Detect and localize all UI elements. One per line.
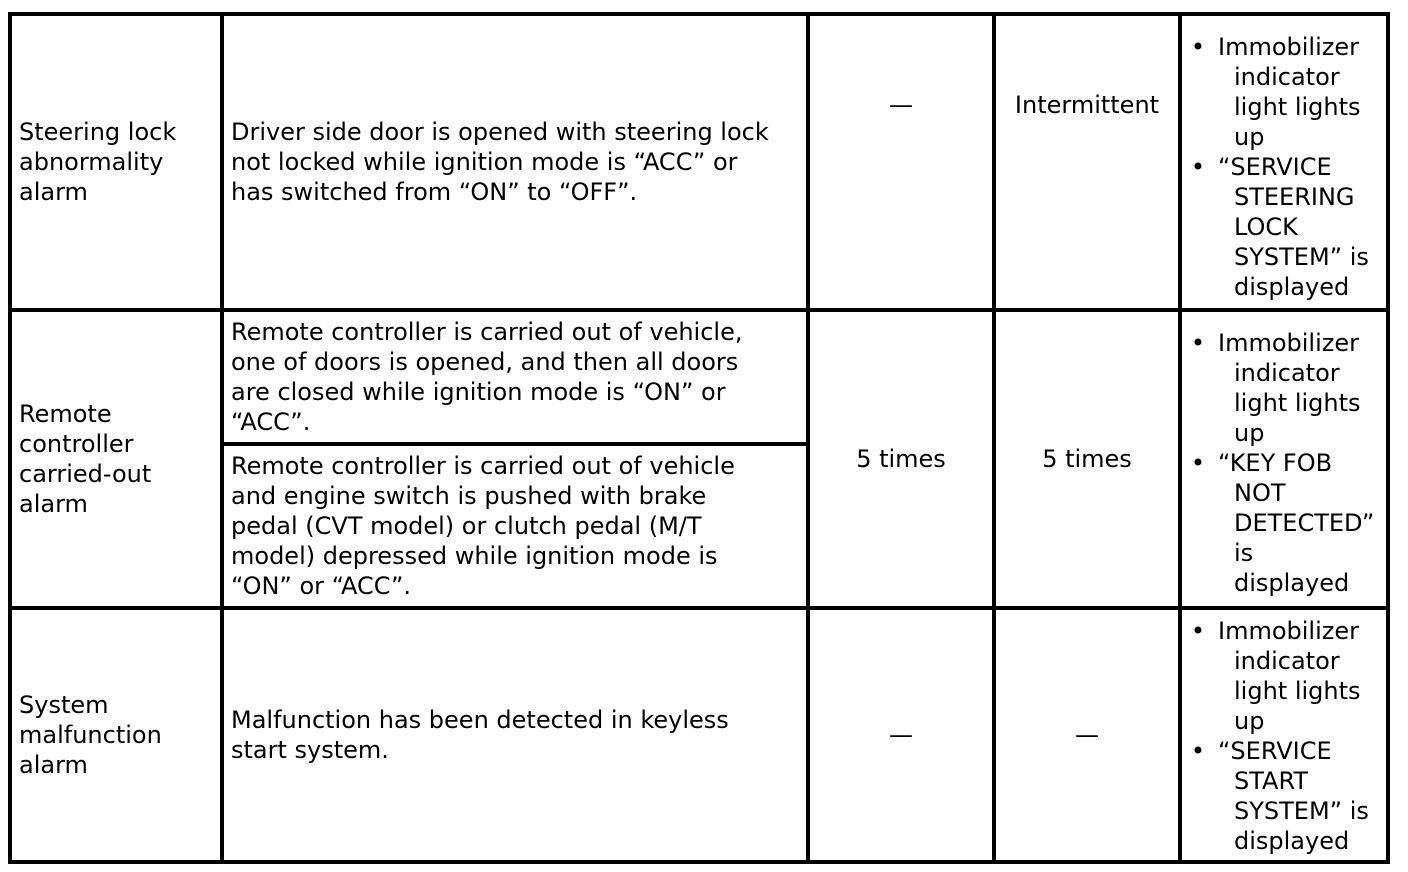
indicator-cell — [1180, 310, 1388, 608]
table-row — [10, 310, 1388, 444]
indicator-list — [1188, 616, 1386, 856]
alarm-name-cell — [10, 608, 222, 862]
indicator-line: up — [1234, 419, 1265, 447]
col4-value: 5 times — [1042, 445, 1132, 473]
bullet-icon: • — [1190, 33, 1206, 61]
indicator-line: indicator — [1234, 359, 1340, 387]
indicator-line: SYSTEM” is — [1234, 797, 1369, 825]
indicator-line: SYSTEM” is — [1234, 243, 1369, 271]
indicator-line: “SERVICE — [1218, 737, 1332, 765]
indicator-line: is — [1234, 539, 1254, 567]
indicator-line: “KEY FOB — [1218, 449, 1333, 477]
col4-value: — — [1075, 721, 1099, 749]
condition-line: not locked while ignition mode is “ACC” or — [231, 148, 738, 176]
condition-cell — [222, 608, 808, 862]
indicator-line: displayed — [1234, 827, 1350, 855]
condition-line: one of doors is opened, and then all doors — [231, 348, 739, 376]
list-item — [1188, 448, 1386, 598]
indicator-line: displayed — [1234, 273, 1350, 301]
condition-line: start system. — [231, 736, 389, 764]
alarm-name-cell — [10, 310, 222, 608]
bullet-icon: • — [1190, 329, 1206, 357]
alarm-name-line: System — [19, 691, 109, 719]
col4-cell — [994, 310, 1180, 608]
indicator-cell — [1180, 14, 1388, 310]
table-row — [10, 608, 1388, 862]
indicator-line: Immobilizer — [1218, 33, 1359, 61]
indicator-line: displayed — [1234, 569, 1350, 597]
indicator-line: light lights — [1234, 389, 1361, 417]
indicator-list — [1188, 328, 1386, 598]
alarm-name-line: alarm — [19, 178, 88, 206]
bullet-icon: • — [1190, 737, 1206, 765]
alarm-name-line: Steering lock — [19, 118, 177, 146]
alarm-name-line: controller — [19, 430, 134, 458]
indicator-line: Immobilizer — [1218, 329, 1359, 357]
condition-line: Remote controller is carried out of vehicle — [231, 452, 735, 480]
condition-cell — [222, 14, 808, 310]
col3-cell — [808, 14, 994, 310]
col4-cell — [994, 14, 1180, 310]
condition-line: “ACC”. — [231, 408, 311, 436]
indicator-line: light lights — [1234, 93, 1361, 121]
col4-value: Intermittent — [1014, 91, 1160, 119]
col3-value: — — [889, 91, 913, 119]
indicator-line: STEERING — [1234, 183, 1355, 211]
condition-line: model) depressed while ignition mode is — [231, 542, 718, 570]
condition-line: has switched from “ON” to “OFF”. — [231, 178, 638, 206]
alarm-name-cell — [10, 14, 222, 310]
col3-cell — [808, 608, 994, 862]
indicator-line: Immobilizer — [1218, 617, 1359, 645]
condition-line: Remote controller is carried out of vehicle, — [231, 318, 743, 346]
indicator-line: light lights — [1234, 677, 1361, 705]
bullet-icon: • — [1190, 617, 1206, 645]
bullet-icon: • — [1190, 449, 1206, 477]
col3-value: — — [889, 721, 913, 749]
list-item — [1188, 736, 1386, 856]
condition-line: and engine switch is pushed with brake — [231, 482, 707, 510]
alarm-name-line: carried-out — [19, 460, 152, 488]
list-item — [1188, 616, 1386, 736]
condition-line: “ON” or “ACC”. — [231, 572, 412, 600]
bullet-icon: • — [1190, 153, 1206, 181]
alarm-name-line: abnormality — [19, 148, 164, 176]
indicator-line: “SERVICE — [1218, 153, 1332, 181]
list-item — [1188, 152, 1386, 302]
indicator-line: DETECTED” — [1234, 509, 1375, 537]
indicator-line: indicator — [1234, 63, 1340, 91]
condition-cell — [222, 310, 808, 444]
col4-cell — [994, 608, 1180, 862]
condition-line: pedal (CVT model) or clutch pedal (M/T — [231, 512, 702, 540]
indicator-line: START — [1234, 767, 1309, 795]
alarm-name-line: alarm — [19, 751, 88, 779]
alarm-name-line: malfunction — [19, 721, 162, 749]
indicator-line: up — [1234, 707, 1265, 735]
indicator-list — [1188, 32, 1386, 302]
indicator-line: indicator — [1234, 647, 1340, 675]
alarm-table-wrapper — [8, 12, 1390, 864]
indicator-line: LOCK — [1234, 213, 1298, 241]
indicator-line: NOT — [1234, 479, 1286, 507]
col3-cell — [808, 310, 994, 608]
col3-value: 5 times — [856, 445, 946, 473]
condition-line: Driver side door is opened with steering lock — [231, 118, 769, 146]
list-item — [1188, 32, 1386, 152]
condition-cell — [222, 444, 808, 608]
alarm-table — [8, 12, 1390, 864]
alarm-name-line: alarm — [19, 490, 88, 518]
list-item — [1188, 328, 1386, 448]
condition-line: are closed while ignition mode is “ON” or — [231, 378, 726, 406]
condition-line: Malfunction has been detected in keyless — [231, 706, 729, 734]
indicator-line: up — [1234, 123, 1265, 151]
indicator-cell — [1180, 608, 1388, 862]
table-row — [10, 14, 1388, 310]
alarm-name-line: Remote — [19, 400, 112, 428]
